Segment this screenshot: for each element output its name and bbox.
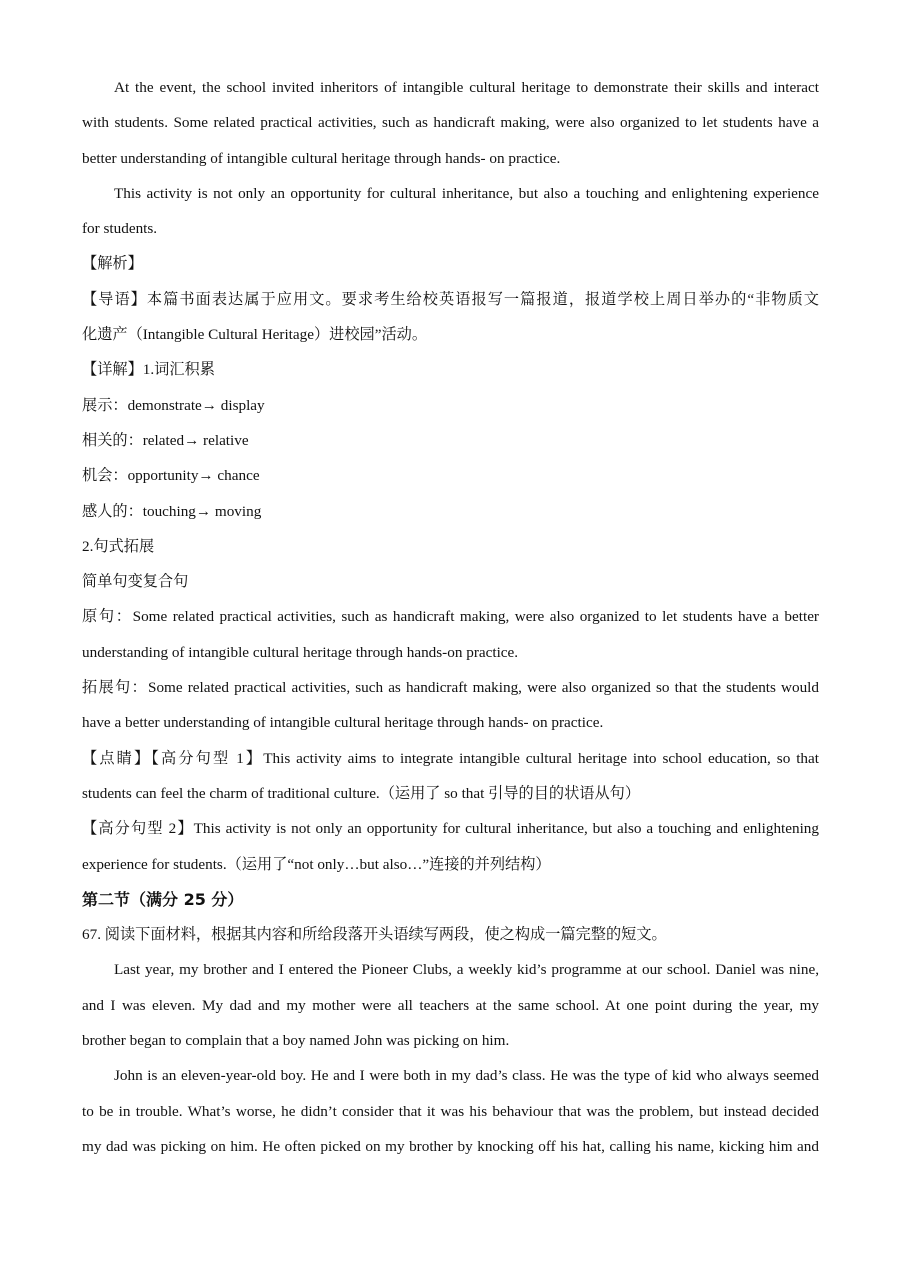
text-line: to be in trouble. What’s worse, he didn’t consider that it was his behaviour that was the problem, but instead decided [82,1102,819,1120]
text-line: 拓展句：Some related practical activities, such as handicraft making, were also organized so that the students would [82,679,819,697]
vocab-item: 感人的：touching→ moving [82,502,262,520]
text-line: 化遗产（Intangible Cultural Heritage）进校园”活动。 [82,326,428,344]
text-line: with students. Some related practical activities, such as handicraft making, were also organized to let students have a [82,114,819,132]
analysis-heading: 【解析】 [82,255,143,273]
text-line: 【点睛】【高分句型 1】This activity aims to integrate intangible cultural heritage into school education, so that [82,749,819,767]
text-line: 2.句式拓展 [82,537,155,555]
text-line: brother began to complain that a boy named John was picking on him. [82,1032,510,1050]
text-line: 【导语】本篇书面表达属于应用文。要求考生给校英语报写一篇报道，报道学校上周日举办的“非物质文 [82,290,819,308]
text-line: 【高分句型 2】This activity is not only an opportunity for cultural inheritance, but also a touching and enlightening [82,820,819,838]
vocab-item: 展示：demonstrate→ display [82,396,265,414]
text-line: for students. [82,220,158,238]
text-line: have a better understanding of intangible cultural heritage through hands- on practice. [82,714,604,732]
text-line: 原句：Some related practical activities, such as handicraft making, were also organized to let students have a better [82,608,819,626]
text-line: better understanding of intangible cultural heritage through hands- on practice. [82,149,561,167]
text-line: understanding of intangible cultural heritage through hands-on practice. [82,643,519,661]
document-page [82,70,819,1164]
section-heading: 第二节（满分 25 分） [82,889,244,909]
text-line: experience for students.（运用了“not only…but also…”连接的并列结构） [82,855,551,873]
text-line: John is an eleven-year-old boy. He and I were both in my dad’s class. He was the type of kid who always seemed [114,1067,819,1085]
text-line: 简单句变复合句 [82,573,189,591]
text-line: At the event, the school invited inheritors of intangible cultural heritage to demonstrate their skills and interact [114,79,819,96]
text-line: and I was eleven. My dad and my mother were all teachers at the same school. At one point during the year, my [82,996,819,1014]
text-line: my dad was picking on him. He often picked on my brother by knocking off his hat, calling his name, kicking him and [82,1137,819,1155]
text-line: Last year, my brother and I entered the Pioneer Clubs, a weekly kid’s programme at our school. Daniel was nine, [114,961,819,979]
text-line: 【详解】1.词汇积累 [82,361,215,379]
text-line: students can feel the charm of traditional culture.（运用了 so that 引导的目的状语从句） [82,784,641,802]
text-line: This activity is not only an opportunity for cultural inheritance, but also a touching and enlightening experience [114,184,819,202]
question-prompt: 67. 阅读下面材料，根据其内容和所给段落开头语续写两段，使之构成一篇完整的短文。 [82,926,667,944]
vocab-item: 机会：opportunity→ chance [82,467,260,485]
vocab-item: 相关的：related→ relative [82,431,249,449]
